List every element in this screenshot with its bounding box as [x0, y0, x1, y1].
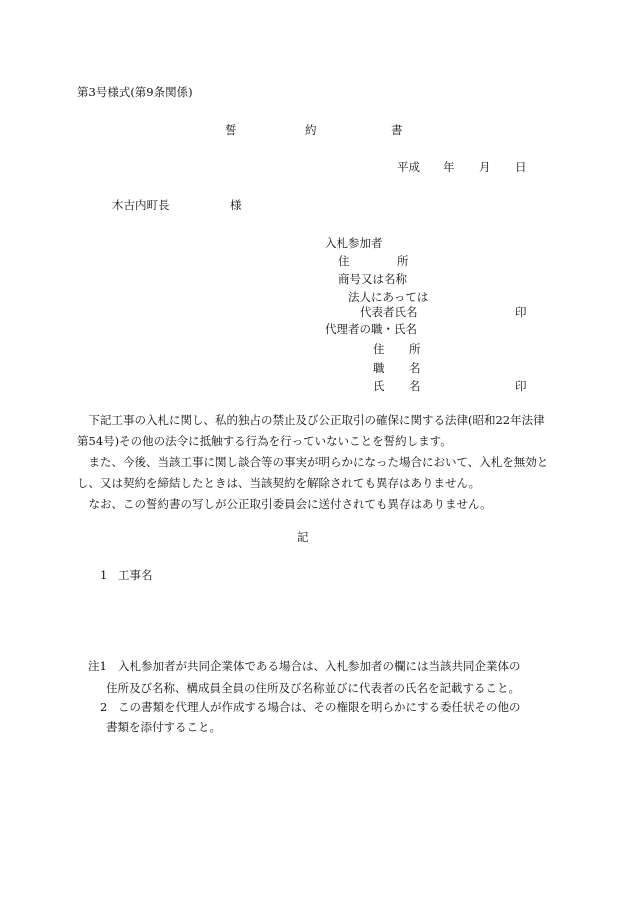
note-1-line-2: 住所及び名称、構成員全員の住所及び名称並びに代表者の氏名を記載すること。: [106, 681, 520, 695]
date-year: 年: [443, 160, 455, 174]
body-paragraph-2: また、今後、当該工事に関し談合等の事実が明らかになった場合において、入札を無効とし、又は契約を締結したときは、当該契約を解除されても異存はありません。: [77, 455, 549, 490]
item-number: 1: [100, 568, 108, 582]
body-paragraph-1: 下記工事の入札に関し、私的独占の禁止及び公正取引の確保に関する法律(昭和22年法律第54号)その他の法令に抵触する行為を行っていないことを誓約します。: [77, 413, 545, 448]
bidder-address-char-1: 住: [338, 254, 350, 268]
bidder-rep-name: 代表者氏名: [360, 305, 418, 319]
bidder-heading: 入札参加者: [325, 236, 383, 250]
agent-position-char-1: 職: [373, 361, 385, 375]
agent-position-char-2: 名: [409, 361, 421, 375]
body-paragraph-3: なお、この誓約書の写しが公正取引委員会に送付されても異存はありません。: [77, 497, 492, 511]
form-label: 第3号様式(第9条関係): [77, 85, 193, 99]
agent-address-char-1: 住: [373, 342, 385, 356]
date-month: 月: [479, 160, 491, 174]
agent-seal: 印: [515, 379, 527, 393]
note-1-line-1: 入札参加者が共同企業体である場合は、入札参加者の欄には当該共同企業体の: [118, 659, 521, 673]
note-1-label: 注1: [88, 659, 107, 673]
addressee-name: 木古内町長: [112, 198, 170, 212]
item-label: 工事名: [118, 568, 153, 582]
note-2-line-2: 書類を添付すること。: [106, 720, 221, 734]
agent-name-char-1: 氏: [373, 379, 385, 393]
agent-heading: 代理者の職・氏名: [325, 322, 417, 336]
ki-heading: 記: [297, 530, 309, 544]
note-2-label: 2: [100, 700, 108, 714]
date-era: 平成: [397, 160, 420, 174]
title-char-1: 誓: [225, 123, 237, 137]
bidder-trade-name: 商号又は名称: [338, 272, 407, 286]
bidder-address-char-2: 所: [397, 254, 409, 268]
date-day: 日: [515, 160, 527, 174]
agent-name-char-2: 名: [409, 379, 421, 393]
bidder-seal: 印: [515, 305, 527, 319]
agent-address-char-2: 所: [409, 342, 421, 356]
title-char-2: 約: [305, 123, 317, 137]
title-char-3: 書: [391, 123, 403, 137]
bidder-corp-note: 法人にあっては: [348, 290, 429, 304]
addressee-honorific: 様: [230, 198, 242, 212]
note-2-line-1: この書類を代理人が作成する場合は、その権限を明らかにする委任状その他の: [118, 700, 521, 714]
